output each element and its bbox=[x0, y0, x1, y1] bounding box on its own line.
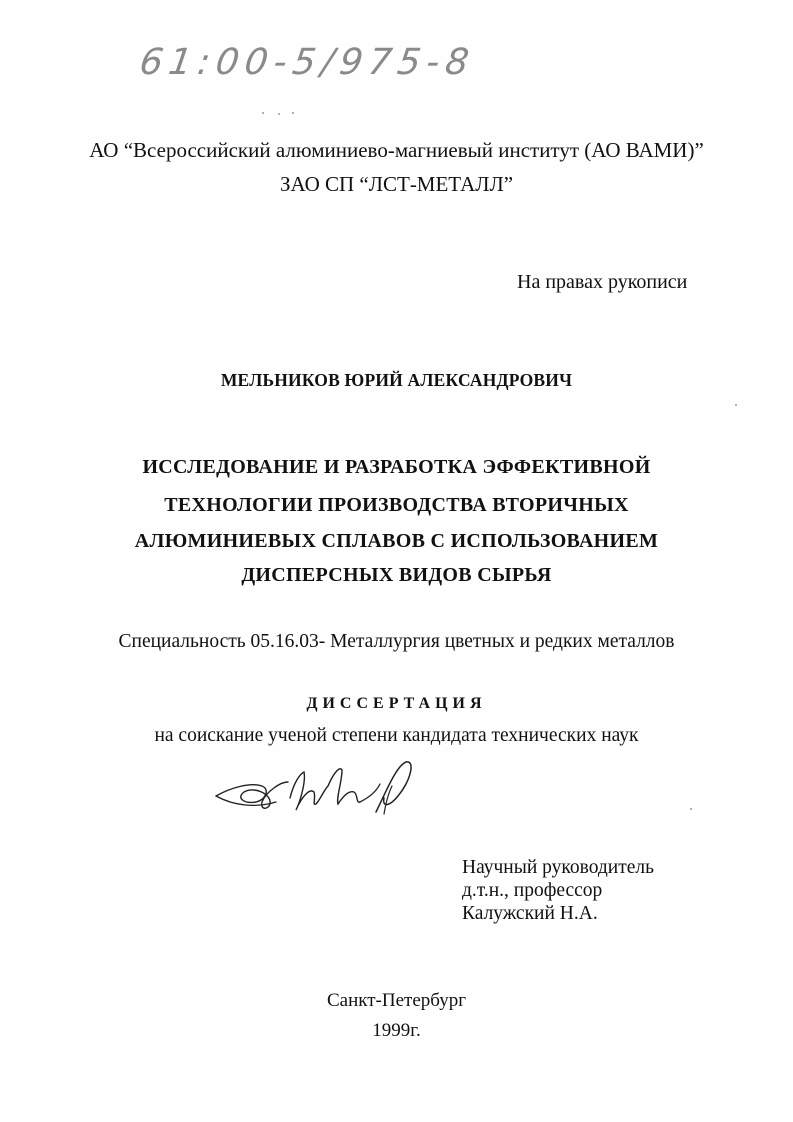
scan-speck bbox=[278, 113, 280, 115]
thesis-title-line: ДИСПЕРСНЫХ ВИДОВ СЫРЬЯ bbox=[241, 564, 552, 586]
advisor-title: д.т.н., профессор bbox=[462, 880, 603, 901]
city: Санкт-Петербург bbox=[326, 990, 466, 1011]
author-signature bbox=[210, 752, 430, 832]
rights-notice: На правах рукописи bbox=[517, 271, 688, 293]
scan-speck bbox=[735, 404, 737, 406]
scan-speck bbox=[262, 112, 264, 114]
author-name: МЕЛЬНИКОВ ЮРИЙ АЛЕКСАНДРОВИЧ bbox=[220, 370, 573, 390]
thesis-title-line: АЛЮМИНИЕВЫХ СПЛАВОВ С ИСПОЛЬЗОВАНИЕМ bbox=[134, 530, 659, 552]
year: 1999г. bbox=[372, 1020, 421, 1041]
advisor-name: Калужский Н.А. bbox=[462, 903, 598, 924]
organization-1: АО “Всероссийский алюминиево-магниевый институт (АО ВАМИ)” bbox=[89, 138, 704, 162]
handwritten-registration-number: 61:00-5/975-8 bbox=[137, 42, 478, 83]
scan-speck bbox=[292, 112, 294, 114]
document-type: ДИССЕРТАЦИЯ bbox=[306, 695, 487, 712]
scan-speck bbox=[690, 808, 692, 810]
specialty: Специальность 05.16.03- Металлургия цветных и редких металлов bbox=[118, 631, 675, 652]
advisor-role: Научный руководитель bbox=[462, 857, 655, 878]
thesis-title-line: ИССЛЕДОВАНИЕ И РАЗРАБОТКА ЭФФЕКТИВНОЙ bbox=[142, 456, 651, 478]
degree-statement: на соискание ученой степени кандидата технических наук bbox=[154, 725, 639, 746]
organization-2: ЗАО СП “ЛСТ-МЕТАЛЛ” bbox=[279, 172, 514, 196]
thesis-title-line: ТЕХНОЛОГИИ ПРОИЗВОДСТВА ВТОРИЧНЫХ bbox=[164, 494, 629, 516]
